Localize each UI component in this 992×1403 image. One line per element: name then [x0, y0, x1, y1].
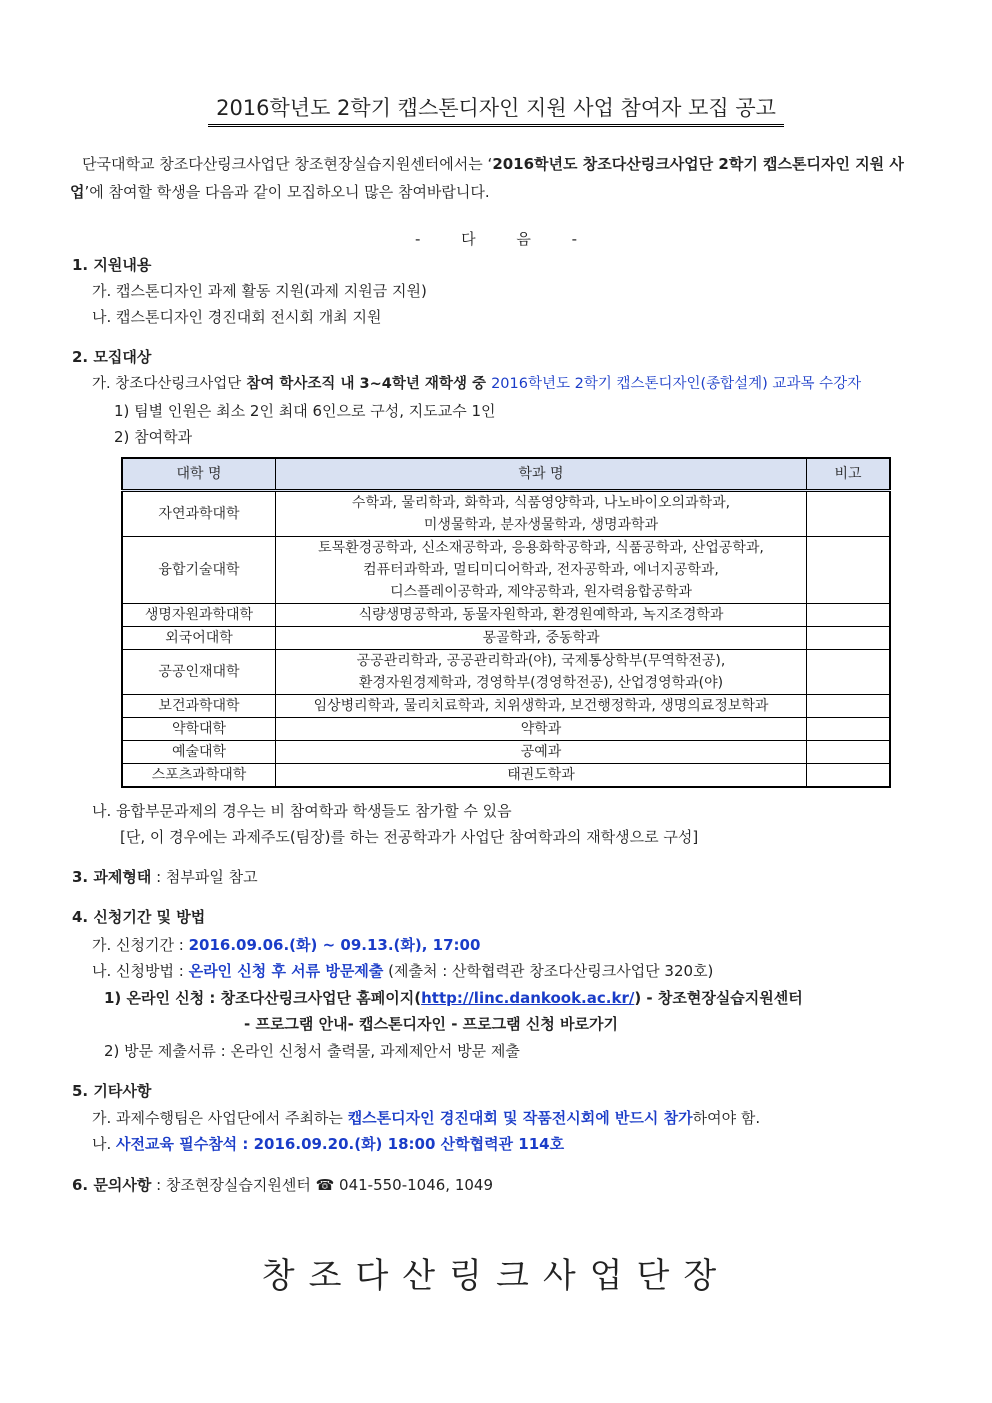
table-row: [122, 537, 890, 604]
table-row: [122, 604, 890, 627]
college-cell: 보건과학대학: [122, 695, 276, 718]
departments-cell: [276, 627, 807, 650]
homepage-link[interactable]: http://linc.dankook.ac.kr/: [421, 989, 635, 1007]
section4-online: 1) 온라인 신청 : 창조다산링크사업단 홈페이지(http://linc.dankook.ac.kr/) - 창조현장실습지원센터: [104, 989, 803, 1007]
header-departments: 학과 명: [276, 458, 807, 491]
note-cell: [807, 627, 891, 650]
page-title: 2016학년도 2학기 캡스톤디자인 지원 사업 참여자 모집 공고: [0, 92, 992, 122]
department-line: 수학과, 물리학과, 화학과, 식품영양학과, 나노바이오의과학과,: [351, 495, 731, 511]
section2-item-b-note: [단, 이 경우에는 과제주도(팀장)를 하는 전공학과가 사업단 참여학과의 재학생으로 구성]: [120, 828, 699, 846]
department-line: 공예과: [520, 744, 562, 760]
note-cell: [807, 537, 891, 604]
college-cell: 융합기술대학: [122, 537, 276, 604]
department-line: 몽골학과, 중동학과: [482, 630, 600, 646]
section6-contact: 6. 문의사항 : 창조현장실습지원센터 ☎ 041-550-1046, 1049: [72, 1176, 494, 1194]
college-cell: 생명자원과학대학: [122, 604, 276, 627]
departments-cell: [276, 718, 807, 741]
department-line: 약학과: [520, 721, 562, 737]
table-row: [122, 695, 890, 718]
department-line: 환경자원경제학과, 경영학부(경영학전공), 산업경영학과(야): [358, 675, 724, 691]
department-line: 공공관리학과, 공공관리학과(야), 국제통상학부(무역학전공),: [356, 653, 726, 669]
department-line: 미생물학과, 분자생물학과, 생명과학과: [423, 517, 659, 533]
table-row: [122, 741, 890, 764]
college-cell: 약학대학: [122, 718, 276, 741]
header-college: 대학 명: [122, 458, 276, 491]
section5-heading: 5. 기타사항: [72, 1082, 152, 1100]
section4-period: 가. 신청기간 : 2016.09.06.(화) ~ 09.13.(화), 17:00: [92, 936, 481, 954]
note-cell: [807, 718, 891, 741]
note-cell: [807, 741, 891, 764]
section3: 3. 과제형태 : 첨부파일 참고: [72, 868, 258, 886]
table-header-row: [122, 458, 890, 491]
signature-footer: 창조다산링크사업단장: [261, 1256, 731, 1296]
section4-method: 나. 신청방법 : 온라인 신청 후 서류 방문제출 (제출처 : 산학협력관 창조다산링크사업단 320호): [92, 962, 714, 980]
section5-item-a: 가. 과제수행팀은 사업단에서 주최하는 캡스톤디자인 경진대회 및 작품전시회에 반드시 참가하여야 함.: [92, 1109, 761, 1127]
college-cell: 자연과학대학: [122, 491, 276, 537]
table-row: [122, 491, 890, 537]
department-line: 디스플레이공학과, 제약공학과, 원자력융합공학과: [390, 584, 692, 600]
departments-cell: [276, 764, 807, 788]
department-table: [121, 457, 891, 788]
department-line: 토목환경공학과, 신소재공학과, 응용화학공학과, 식품공학과, 산업공학과,: [318, 540, 764, 556]
college-cell: 외국어대학: [122, 627, 276, 650]
table-row: [122, 650, 890, 695]
note-cell: [807, 604, 891, 627]
section2-item-a1: 1) 팀별 인원은 최소 2인 최대 6인으로 구성, 지도교수 1인: [114, 402, 496, 420]
table-row: [122, 627, 890, 650]
table-row: [122, 764, 890, 788]
department-line: 식량생명공학과, 동물자원학과, 환경원예학과, 녹지조경학과: [358, 607, 724, 623]
college-cell: 공공인재대학: [122, 650, 276, 695]
college-cell: 스포츠과학대학: [122, 764, 276, 788]
section2-item-b: 나. 융합부문과제의 경우는 비 참여학과 학생들도 참가할 수 있음: [92, 802, 512, 820]
header-note: 비고: [807, 458, 891, 491]
intro-paragraph: 단국대학교 창조다산링크사업단 창조현장실습지원센터에서는 ‘2016학년도 창조다산링크사업단 2학기 캡스톤디자인 지원 사업’에 참여할 학생을 다음과 같이 모집하오니 많은 참여바랍니다.: [70, 155, 904, 201]
departments-cell: [276, 491, 807, 537]
department-line: 컴퓨터과학과, 멀티미디어학과, 전자공학과, 에너지공학과,: [363, 562, 719, 578]
section5-item-b: 나. 사전교육 필수참석 : 2016.09.20.(화) 18:00 산학협력관 114호: [92, 1135, 565, 1153]
section2-item-a2: 2) 참여학과: [114, 428, 193, 446]
section1-item-b: 나. 캡스톤디자인 경진대회 전시회 개최 지원: [92, 308, 382, 326]
note-cell: [807, 695, 891, 718]
departments-cell: [276, 695, 807, 718]
department-line: 임상병리학과, 물리치료학과, 치위생학과, 보건행정학과, 생명의료정보학과: [313, 698, 769, 714]
da-eum-divider: - 다 음 -: [414, 230, 578, 248]
table-row: [122, 718, 890, 741]
note-cell: [807, 491, 891, 537]
section2-item-a: 가. 창조다산링크사업단 참여 학사조직 내 3~4학년 재학생 중 2016학년도 2학기 캡스톤디자인(종합설계) 교과목 수강자: [92, 376, 862, 392]
section2-heading: 2. 모집대상: [72, 348, 152, 366]
section4-heading: 4. 신청기간 및 방법: [72, 908, 206, 926]
section4-visit-docs: 2) 방문 제출서류 : 온라인 신청서 출력물, 과제제안서 방문 제출: [104, 1042, 520, 1060]
note-cell: [807, 650, 891, 695]
departments-cell: [276, 741, 807, 764]
section4-online-path: - 프로그램 안내- 캡스톤디자인 - 프로그램 신청 바로가기: [244, 1015, 619, 1033]
departments-cell: [276, 650, 807, 695]
section1-item-a: 가. 캡스톤디자인 과제 활동 지원(과제 지원금 지원): [92, 282, 427, 300]
department-line: 태권도학과: [507, 767, 575, 783]
section1-heading: 1. 지원내용: [72, 256, 152, 274]
departments-cell: [276, 537, 807, 604]
college-cell: 예술대학: [122, 741, 276, 764]
note-cell: [807, 764, 891, 788]
departments-cell: [276, 604, 807, 627]
